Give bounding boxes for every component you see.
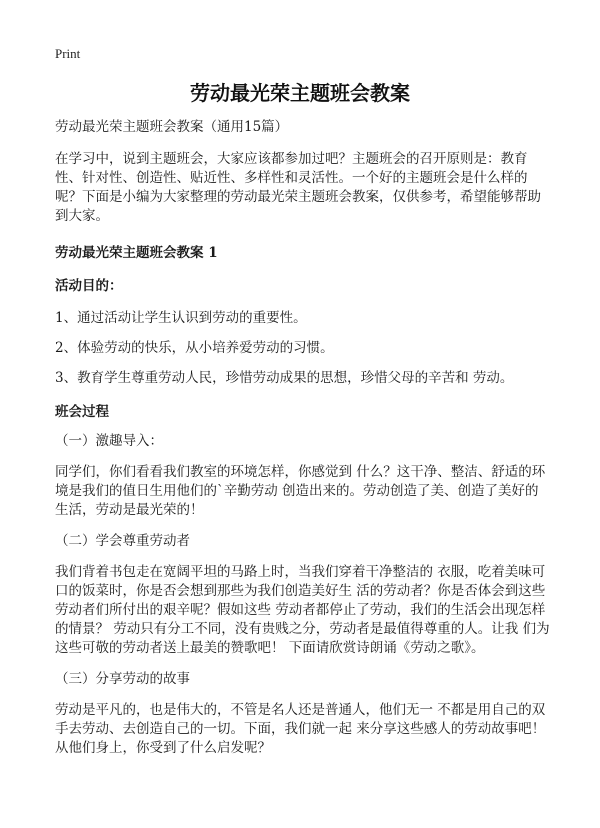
goal-item: 1、通过活动让学生认识到劳动的重要性。 [55,310,307,326]
document-content [55,118,550,770]
step-paragraph: 我们背着书包走在宽阔平坦的马路上时，当我们穿着干净整洁的 衣服，吃着美味可口的饭菜时，你是否会想到那些为我们创造美好生 活的劳动者？你是否体会到这些劳动者们所付出的艰辛呢？假如这些 劳动者都停止了劳动，我们的生活会出现怎样的情景？ 劳动只有分工不同，没有贵贱之分，劳动者是最值得尊重的人。让我 们为这些可敬的劳动者送上最美的赞歌吧！ 下面请欣赏诗朗诵《劳动之歌》。 [55,564,550,656]
process-heading: 班会过程 [55,404,109,420]
section-heading: 劳动最光荣主题班会教案 1 [55,245,218,261]
print-link[interactable]: Print [55,46,81,61]
step-paragraph: 劳动是平凡的，也是伟大的，不管是名人还是普通人，他们无一 不都是用自己的双手去劳动、去创造自己的一切。下面，我们就一起 来分享这些感人的劳动故事吧！从他们身上，你受到了什么启发呢？ [55,702,546,756]
document-subtitle: 劳动最光荣主题班会教案（通用15篇） [55,119,289,135]
step-heading: （三）分享劳动的故事 [55,671,190,687]
step-paragraph: 同学们，你们看看我们教室的环境怎样，你感觉到 什么？这干净、整洁、舒适的环境是我们的值日生用他们的`辛勤劳动 创造出来的。劳动创造了美、创造了美好的生活，劳动是最光荣的！ [55,464,546,518]
page-title: 劳动最光荣主题班会教案 [190,81,410,105]
step-heading: （一）激趣导入： [55,433,163,449]
goal-item: 3、教育学生尊重劳动人民，珍惜劳动成果的思想，珍惜父母的辛苦和 劳动。 [55,370,514,386]
goals-heading: 活动目的： [55,278,123,294]
goal-item: 2、体验劳动的快乐，从小培养爱劳动的习惯。 [55,340,334,356]
step-heading: （二）学会尊重劳动者 [55,533,190,549]
intro-paragraph: 在学习中，说到主题班会，大家应该都参加过吧？主题班会的召开原则是：教育性、针对性、创造性、贴近性、多样性和灵活性。一个好的主题班会是什么样的呢？下面是小编为大家整理的劳动最光荣主题班会教案，仅供参考，希望能够帮助到大家。 [55,151,541,224]
